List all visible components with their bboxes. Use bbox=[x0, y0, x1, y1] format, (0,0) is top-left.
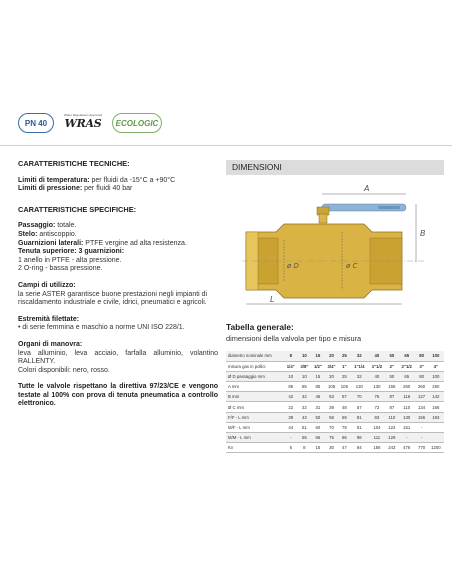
row-label: Ø C mm bbox=[226, 402, 284, 412]
campi-block bbox=[18, 282, 218, 308]
table-cell: 70 bbox=[325, 422, 339, 432]
table-cell: 100 bbox=[428, 371, 444, 381]
table-cell: 15 bbox=[311, 351, 325, 361]
table-cell: 46 bbox=[311, 392, 325, 402]
table-cell: 1200 bbox=[428, 443, 444, 453]
table-cell: 31 bbox=[311, 402, 325, 412]
table-cell bbox=[428, 422, 444, 432]
table-cell: 40 bbox=[368, 371, 386, 381]
table-cell: 76 bbox=[368, 392, 386, 402]
row-label: M/M - L mm bbox=[226, 433, 284, 443]
table-cell: 243 bbox=[386, 443, 398, 453]
label-d: ø D bbox=[287, 262, 299, 270]
organi-text: leva alluminio, leva acciaio, farfalla alluminio, volantino RALLENTY. bbox=[18, 349, 218, 366]
stelo-value: antiscoppio. bbox=[37, 230, 77, 238]
table-cell: 70 bbox=[350, 392, 368, 402]
table-cell: 43 bbox=[298, 412, 312, 422]
table-row bbox=[226, 351, 444, 361]
tenuta-line2: 2 O-ring - bassa pressione. bbox=[18, 265, 103, 273]
table-row bbox=[226, 361, 444, 371]
label-c: ø C bbox=[346, 262, 358, 270]
table-subtitle: dimensioni della valvola per tipo e misura bbox=[226, 334, 362, 343]
pn40-badge: PN 40 bbox=[18, 113, 54, 133]
table-cell: - bbox=[284, 433, 298, 443]
table-row bbox=[226, 412, 444, 422]
tech-title: CARATTERISTICHE TECNICHE: bbox=[18, 159, 130, 168]
table-cell: 32 bbox=[350, 371, 368, 381]
table-cell: 105 bbox=[338, 382, 350, 392]
press-label: Limiti di pressione: bbox=[18, 185, 83, 193]
table-cell: 81 bbox=[350, 412, 368, 422]
table-title: Tabella generale: bbox=[226, 322, 294, 332]
table-cell: 770 bbox=[416, 443, 428, 453]
table-cell: 156 bbox=[368, 443, 386, 453]
certification-badges bbox=[18, 112, 162, 134]
table-cell: 51 bbox=[298, 422, 312, 432]
table-cell: 85 bbox=[298, 382, 312, 392]
pass-value: totale. bbox=[55, 222, 77, 230]
colori-text: Colori disponibili: nero, rosso. bbox=[18, 366, 110, 374]
table-row bbox=[226, 382, 444, 392]
table-cell: 3/4" bbox=[325, 361, 339, 371]
table-cell: 193 bbox=[428, 412, 444, 422]
table-cell: 48 bbox=[338, 402, 350, 412]
table-cell: 130 bbox=[398, 412, 416, 422]
table-cell: 10 bbox=[284, 371, 298, 381]
tutte-text-bold: Tutte le valvole rispettano la direttiva 97/23/CE e vengono testate al 100% con prova di tenuta pneumatica a controllo elettronico. bbox=[18, 383, 218, 408]
table-cell: 10 bbox=[298, 351, 312, 361]
table-cell: 22 bbox=[284, 402, 298, 412]
table-cell: 1" bbox=[338, 361, 350, 371]
table-cell: 260 bbox=[428, 382, 444, 392]
table-cell: 156 bbox=[416, 412, 428, 422]
stem-nut bbox=[319, 214, 327, 223]
table-cell: 58 bbox=[325, 412, 339, 422]
table-cell: 79 bbox=[338, 422, 350, 432]
table-cell: 130 bbox=[368, 382, 386, 392]
table-cell: 42 bbox=[298, 392, 312, 402]
temp-value: per fluidi da -15°C a +90°C bbox=[89, 176, 176, 184]
press-value: per fluidi 40 bar bbox=[82, 185, 133, 193]
spec-title: CARATTERISTICHE SPECIFICHE: bbox=[18, 204, 137, 214]
spec-block bbox=[18, 222, 218, 274]
table-cell: 111 bbox=[368, 433, 386, 443]
campi-label: Campi di utilizzo: bbox=[18, 281, 76, 289]
stelo-label: Stelo: bbox=[18, 230, 38, 238]
table-cell: 50 bbox=[311, 412, 325, 422]
dimensions-table bbox=[226, 351, 444, 453]
table-cell: 129 bbox=[386, 433, 398, 443]
table-cell: 2"1/2 bbox=[398, 361, 416, 371]
table-cell: 66 bbox=[311, 433, 325, 443]
table-cell: - bbox=[416, 433, 428, 443]
table-cell: 60 bbox=[311, 422, 325, 432]
table-cell: - bbox=[416, 422, 428, 432]
table-cell: 84 bbox=[350, 443, 368, 453]
label-a: A bbox=[364, 184, 370, 193]
wras-logo-small-text: Water Regulations Approved bbox=[64, 113, 103, 117]
table-cell: 32 bbox=[350, 351, 368, 361]
row-label: A mm bbox=[226, 382, 284, 392]
valve-diagram bbox=[226, 180, 444, 310]
temp-label: Limiti di temperatura: bbox=[18, 176, 90, 184]
table-cell: 116 bbox=[398, 392, 416, 402]
table-cell bbox=[428, 433, 444, 443]
table-cell: 110 bbox=[386, 412, 398, 422]
table-cell: 151 bbox=[398, 422, 416, 432]
row-label: M/F - L mm bbox=[226, 422, 284, 432]
table-cell: 260 bbox=[398, 382, 416, 392]
table-cell: 53 bbox=[325, 392, 339, 402]
estr-block bbox=[18, 316, 218, 333]
guarn-value: PTFE vergine ad alta resistenza. bbox=[83, 239, 187, 247]
table-row bbox=[226, 443, 444, 453]
table-cell: 25 bbox=[338, 351, 350, 361]
table-cell: 2" bbox=[386, 361, 398, 371]
table-cell: 8 bbox=[298, 443, 312, 453]
table-cell: 22 bbox=[298, 402, 312, 412]
table-cell: 98 bbox=[350, 433, 368, 443]
table-row bbox=[226, 422, 444, 432]
ecologic-badge: ECOLOGIC bbox=[112, 113, 162, 133]
estr-label: Estremità filettate: bbox=[18, 315, 80, 323]
lever-grip bbox=[378, 206, 400, 209]
estr-text: • di serie femmina e maschio a norme UNI ISO 228/1. bbox=[18, 324, 185, 332]
table-cell: 55 bbox=[298, 433, 312, 443]
table-cell: 72 bbox=[368, 402, 386, 412]
table-cell: - bbox=[398, 433, 416, 443]
limits-block bbox=[18, 177, 218, 194]
table-row bbox=[226, 402, 444, 412]
table-cell: 65 bbox=[398, 371, 416, 381]
row-label: misura gas in pollici bbox=[226, 361, 284, 371]
table-cell: 8 bbox=[284, 351, 298, 361]
table-cell: 1/4" bbox=[284, 361, 298, 371]
table-cell: 50 bbox=[386, 351, 398, 361]
table-cell: 3" bbox=[416, 361, 428, 371]
table-cell: 47 bbox=[338, 443, 350, 453]
table-cell: 165 bbox=[386, 382, 398, 392]
table-cell: 87 bbox=[386, 392, 398, 402]
table-cell: 105 bbox=[325, 382, 339, 392]
table-cell: 260 bbox=[416, 382, 428, 392]
label-l: L bbox=[270, 295, 275, 304]
table-row bbox=[226, 371, 444, 381]
tutte-text bbox=[18, 383, 218, 409]
table-cell: 50 bbox=[386, 371, 398, 381]
wras-logo-text: WRAS bbox=[64, 116, 102, 130]
table-cell: 127 bbox=[416, 392, 428, 402]
table-row bbox=[226, 392, 444, 402]
table-cell: 1/2" bbox=[311, 361, 325, 371]
dimensioni-header: DIMENSIONI bbox=[226, 160, 444, 175]
table-cell: 130 bbox=[350, 382, 368, 392]
table-cell: 122 bbox=[386, 422, 398, 432]
row-label: Ø D passaggio mm bbox=[226, 371, 284, 381]
table-cell: 86 bbox=[338, 433, 350, 443]
table-cell: 15 bbox=[311, 371, 325, 381]
table-cell: 80 bbox=[416, 351, 428, 361]
pass-label: Passaggio: bbox=[18, 222, 56, 230]
table-cell: 166 bbox=[428, 402, 444, 412]
table-cell: 142 bbox=[428, 392, 444, 402]
table-cell: 87 bbox=[386, 402, 398, 412]
table-cell: 25 bbox=[338, 371, 350, 381]
header-divider bbox=[0, 145, 452, 146]
table-cell: 476 bbox=[398, 443, 416, 453]
table-cell: 30 bbox=[325, 443, 339, 453]
table-cell: 110 bbox=[398, 402, 416, 412]
row-label: Kv bbox=[226, 443, 284, 453]
table-cell: 15 bbox=[311, 443, 325, 453]
guarn-label: Guarnizioni laterali: bbox=[18, 239, 84, 247]
table-cell: 6 bbox=[284, 443, 298, 453]
table-cell: 20 bbox=[325, 371, 339, 381]
row-label: diametro nominale mm bbox=[226, 351, 284, 361]
tenuta-label: Tenuta superiore: 3 guarnizioni: bbox=[18, 248, 125, 256]
table-cell: 3/8" bbox=[298, 361, 312, 371]
table-cell: 4" bbox=[428, 361, 444, 371]
table-cell: 93 bbox=[368, 412, 386, 422]
table-cell: 80 bbox=[416, 371, 428, 381]
table-cell: 1"1/4 bbox=[350, 361, 368, 371]
table-cell: 75 bbox=[325, 433, 339, 443]
table-cell: 57 bbox=[350, 402, 368, 412]
table-cell: 10 bbox=[298, 371, 312, 381]
table-cell: 91 bbox=[350, 422, 368, 432]
table-cell: 69 bbox=[338, 412, 350, 422]
campi-text: la serie ASTER garantisce buone prestazioni negli impianti di riscaldamento industriale e civile, idrici, pneumatici e agricoli. bbox=[18, 290, 208, 307]
table-cell: 134 bbox=[416, 402, 428, 412]
tenuta-line1: 1 anello in PTFE - alta pressione. bbox=[18, 256, 122, 264]
row-label: B mm bbox=[226, 392, 284, 402]
table-cell: 44 bbox=[284, 422, 298, 432]
left-column bbox=[18, 160, 218, 417]
table-cell: 42 bbox=[284, 392, 298, 402]
table-cell: 1"1/2 bbox=[368, 361, 386, 371]
table-cell: 57 bbox=[338, 392, 350, 402]
organi-label: Organi di manovra: bbox=[18, 340, 83, 348]
row-label: F/F - L mm bbox=[226, 412, 284, 422]
table-cell: 39 bbox=[325, 402, 339, 412]
wras-logo bbox=[60, 112, 106, 134]
table-cell: 100 bbox=[428, 351, 444, 361]
table-cell: 40 bbox=[368, 351, 386, 361]
table-cell: 104 bbox=[368, 422, 386, 432]
table-cell: 20 bbox=[325, 351, 339, 361]
table-row bbox=[226, 433, 444, 443]
organi-block bbox=[18, 341, 218, 375]
table-cell: 65 bbox=[398, 351, 416, 361]
table-cell: 85 bbox=[311, 382, 325, 392]
table-cell: 39 bbox=[284, 412, 298, 422]
table-cell: 85 bbox=[284, 382, 298, 392]
label-b: B bbox=[420, 229, 426, 238]
